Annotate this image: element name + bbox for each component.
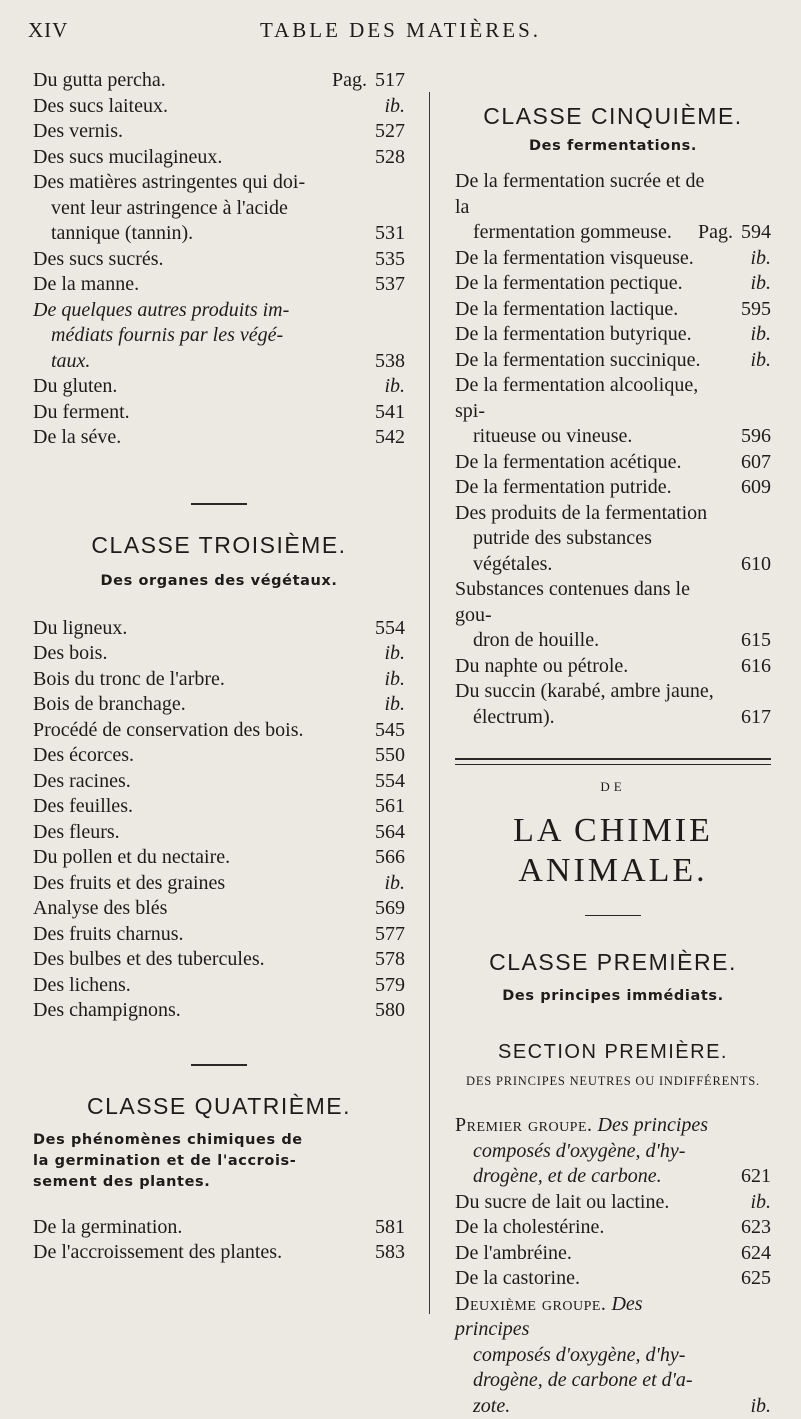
column-divider (429, 92, 430, 1314)
toc-entry: De la fermentation acétique. 607 (455, 450, 771, 476)
toc-entry: Des vernis. 527 (33, 119, 405, 145)
double-rule (455, 758, 771, 765)
toc-entry: De la fermentation lactique. 595 (455, 297, 771, 323)
toc-entry: Du gutta percha. Pag. 517 (33, 68, 405, 94)
toc-entry: Des fruits charnus. 577 (33, 922, 405, 948)
toc-entry: Du sucre de lait ou lactine. ib. (455, 1190, 771, 1216)
ornament-rule (585, 915, 641, 916)
de-label: DE (455, 779, 771, 795)
toc-entry: De la fermentation putride. 609 (455, 475, 771, 501)
class-three-title: CLASSE TROISIÈME. (33, 531, 405, 559)
toc-entry: De la fermentation alcoolique, spi- ritueuse ou vineuse. 596 (455, 373, 771, 450)
section-one-title: SECTION PREMIÈRE. (455, 1041, 771, 1064)
toc-entry: De la séve. 542 (33, 425, 405, 451)
class-one-title: CLASSE PREMIÈRE. (455, 948, 771, 976)
toc-entry: Du ferment. 541 (33, 400, 405, 426)
group-entry: Deuxième groupe. Des principes composés d'oxygène, d'hy- drogène, de carbone et d'a- zote. ib. (455, 1292, 771, 1419)
chimie-animale-title: LA CHIMIE ANIMALE. (455, 811, 771, 891)
toc-entry: De la fermentation sucrée et de la fermentation gommeuse. Pag. 594 (455, 169, 771, 246)
toc-entry: Des écorces. 550 (33, 743, 405, 769)
class-four-title: CLASSE QUATRIÈME. (33, 1092, 405, 1120)
class-one-subtitle: Des principes immédiats. (455, 986, 771, 1007)
toc-entry: Des bois. ib. (33, 641, 405, 667)
toc-entry: Des fruits et des graines ib. (33, 871, 405, 897)
toc-entry: Analyse des blés 569 (33, 896, 405, 922)
page-number: XIV (28, 18, 68, 43)
toc-entry: De l'ambréine. 624 (455, 1241, 771, 1267)
toc-entry: Des champignons. 580 (33, 998, 405, 1024)
toc-entry: Des lichens. 579 (33, 973, 405, 999)
separator-rule (191, 1064, 247, 1066)
class-four-subtitle: Des phénomènes chimiques de la germination et de l'accrois- sement des plantes. (33, 1130, 405, 1193)
toc-entry: De la fermentation butyrique. ib. (455, 322, 771, 348)
toc-entry: Des sucs laiteux. ib. (33, 94, 405, 120)
toc-entry: Du pollen et du nectaire. 566 (33, 845, 405, 871)
class-five-list (455, 169, 771, 730)
toc-entry: Du succin (karabé, ambre jaune, électrum). 617 (455, 679, 771, 730)
toc-entry: Des racines. 554 (33, 769, 405, 795)
running-title: TABLE DES MATIÈRES. (28, 18, 773, 43)
toc-entry: De la castorine. 625 (455, 1266, 771, 1292)
toc-entry: De la fermentation succinique. ib. (455, 348, 771, 374)
toc-entry: De quelques autres produits im- médiats fournis par les végé- taux. 538 (33, 298, 405, 375)
class-three-subtitle: Des organes des végétaux. (33, 571, 405, 592)
section-one-subtitle: DES PRINCIPES NEUTRES OU INDIFFÉRENTS. (455, 1074, 771, 1089)
toc-entry: Des sucs mucilagineux. 528 (33, 145, 405, 171)
toc-entry: Des feuilles. 561 (33, 794, 405, 820)
toc-entry: De la cholestérine. 623 (455, 1215, 771, 1241)
class-five-subtitle: Des fermentations. (455, 136, 771, 157)
toc-entry: Du gluten. ib. (33, 374, 405, 400)
toc-entry: De l'accroissement des plantes. 583 (33, 1240, 405, 1266)
class-four-list (33, 1215, 405, 1266)
left-column (33, 68, 405, 1266)
toc-entry: Des fleurs. 564 (33, 820, 405, 846)
toc-entry: Bois du tronc de l'arbre. ib. (33, 667, 405, 693)
toc-entry: De la manne. 537 (33, 272, 405, 298)
class-five-title: CLASSE CINQUIÈME. (455, 102, 771, 130)
toc-entry: Substances contenues dans le gou- dron de houille. 615 (455, 577, 771, 654)
toc-entry: De la fermentation pectique. ib. (455, 271, 771, 297)
toc-entry: Procédé de conservation des bois. 545 (33, 718, 405, 744)
separator-rule (191, 503, 247, 505)
group-list (455, 1113, 771, 1419)
toc-entry: De la germination. 581 (33, 1215, 405, 1241)
toc-entry: De la fermentation visqueuse. ib. (455, 246, 771, 272)
toc-entry: Des sucs sucrés. 535 (33, 247, 405, 273)
page-header (28, 18, 773, 52)
toc-entry: Du naphte ou pétrole. 616 (455, 654, 771, 680)
toc-entry: Des produits de la fermentation putride des substances végétales. 610 (455, 501, 771, 578)
toc-entry: Des matières astringentes qui doi- vent leur astringence à l'acide tannique (tannin). 531 (33, 170, 405, 247)
right-column (455, 68, 771, 1419)
toc-entry: Du ligneux. 554 (33, 616, 405, 642)
toc-entry: Bois de branchage. ib. (33, 692, 405, 718)
group-entry: Premier groupe. Des principes composés d'oxygène, d'hy- drogène, et de carbone. 621 (455, 1113, 771, 1190)
toc-entry: Des bulbes et des tubercules. 578 (33, 947, 405, 973)
class-three-list (33, 616, 405, 1024)
